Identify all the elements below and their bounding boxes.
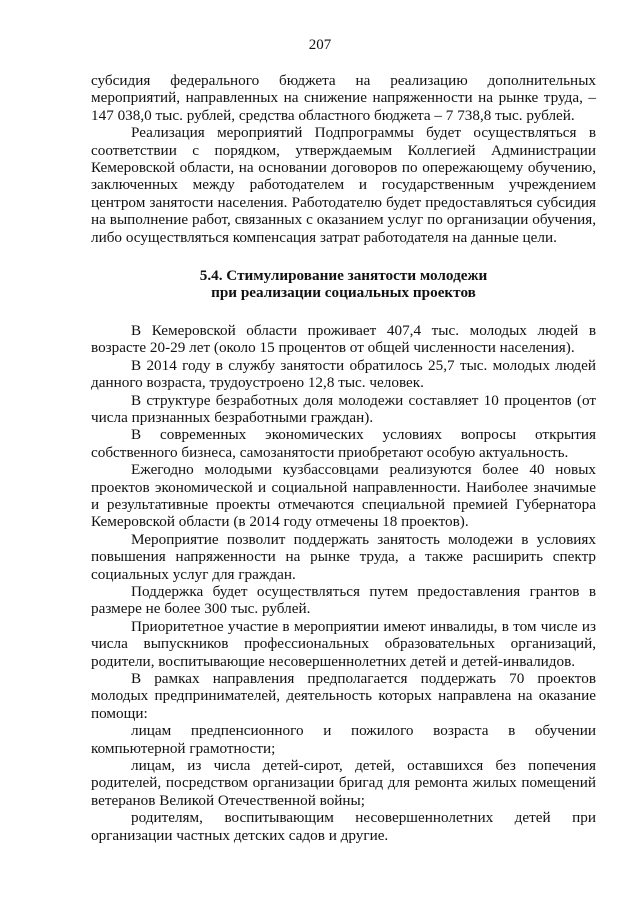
page-number: 207 [308, 37, 332, 53]
section-title-line-2: при реализации социальных проектов [211, 284, 476, 302]
list-item-elderly: лицам предпенсионного и пожилого возраста в обучении компьютерной грамотности; [91, 722, 596, 757]
paragraph-business-relevance: В современных экономических условиях вопросы открытия собственного бизнеса, самозанятости приобретают особую актуальность. [91, 426, 596, 461]
list-item-orphans: лицам, из числа детей-сирот, детей, оставшихся без попечения родителей, посредством организации бригад для ремонта жилых помещений ветеранов Великой Отечественной войны; [91, 757, 596, 809]
section-heading [91, 267, 596, 302]
paragraph-employment-service: В 2014 году в службу занятости обратилось 25,7 тыс. молодых людей данного возраста, трудоустроено 12,8 тыс. человек. [91, 356, 596, 392]
list-item-parents: родителям, воспитывающим несовершеннолетних детей при организации частных детских садов и другие. [91, 809, 596, 844]
paragraph-grants: Поддержка будет осуществляться путем предоставления грантов в размере не более 300 тыс. рублей. [91, 582, 596, 618]
paragraph-priority-participants: Приоритетное участие в мероприятии имеют инвалиды, в том числе из числа выпускников профессиональных образовательных организаций, родители, воспитывающие несовершеннолетних детей и детей-инвалидов. [91, 617, 596, 670]
paragraph-annual-projects: Ежегодно молодыми кузбассовцами реализуются более 40 новых проектов экономической и социальной направленности. Наиболее значимые и результативные проекты отмечаются специальной премией Губернатора Кемеровской области (в 2014 году отмечены 18 проектов). [91, 461, 596, 531]
paragraph-subsidy-continuation: субсидия федерального бюджета на реализацию дополнительных мероприятий, направленных на снижение напряженности на рынке труда, – 147 038,0 тыс. рублей, средства областного бюджета – 7 738,8 тыс. рублей. [91, 72, 596, 124]
paragraph-measure-goal: Мероприятие позволит поддержать занятость молодежи в условиях повышения напряженности на рынке труда, а также расширить спектр социальных услуг для граждан. [91, 530, 596, 583]
paragraph-youth-population: В Кемеровской области проживает 407,4 тыс. молодых людей в возрасте 20-29 лет (около 15 процентов от общей численности населения). [91, 321, 596, 357]
paragraph-support-scope: В рамках направления предполагается поддержать 70 проектов молодых предпринимателей, деятельность которых направлена на оказание помощи: [91, 670, 596, 722]
paragraph-unemployed-share: В структуре безработных доля молодежи составляет 10 процентов (от числа признанных безработными граждан). [91, 391, 596, 426]
paragraph-implementation: Реализация мероприятий Подпрограммы будет осуществляться в соответствии с порядком, утверждаемым Коллегией Администрации Кемеровской области, на основании договоров по опережающему обучению, заключенных между работодателем и государственным учреждением центром занятости населения. Работодателю будет предоставляться субсидия на выполнение работ, связанных с оказанием услуг по организации обучения, либо осуществляться компенсация затрат работодателя на данные цели. [91, 124, 596, 246]
section-title-line-1: 5.4. Стимулирование занятости молодежи [199, 267, 488, 285]
document-body [91, 72, 596, 844]
